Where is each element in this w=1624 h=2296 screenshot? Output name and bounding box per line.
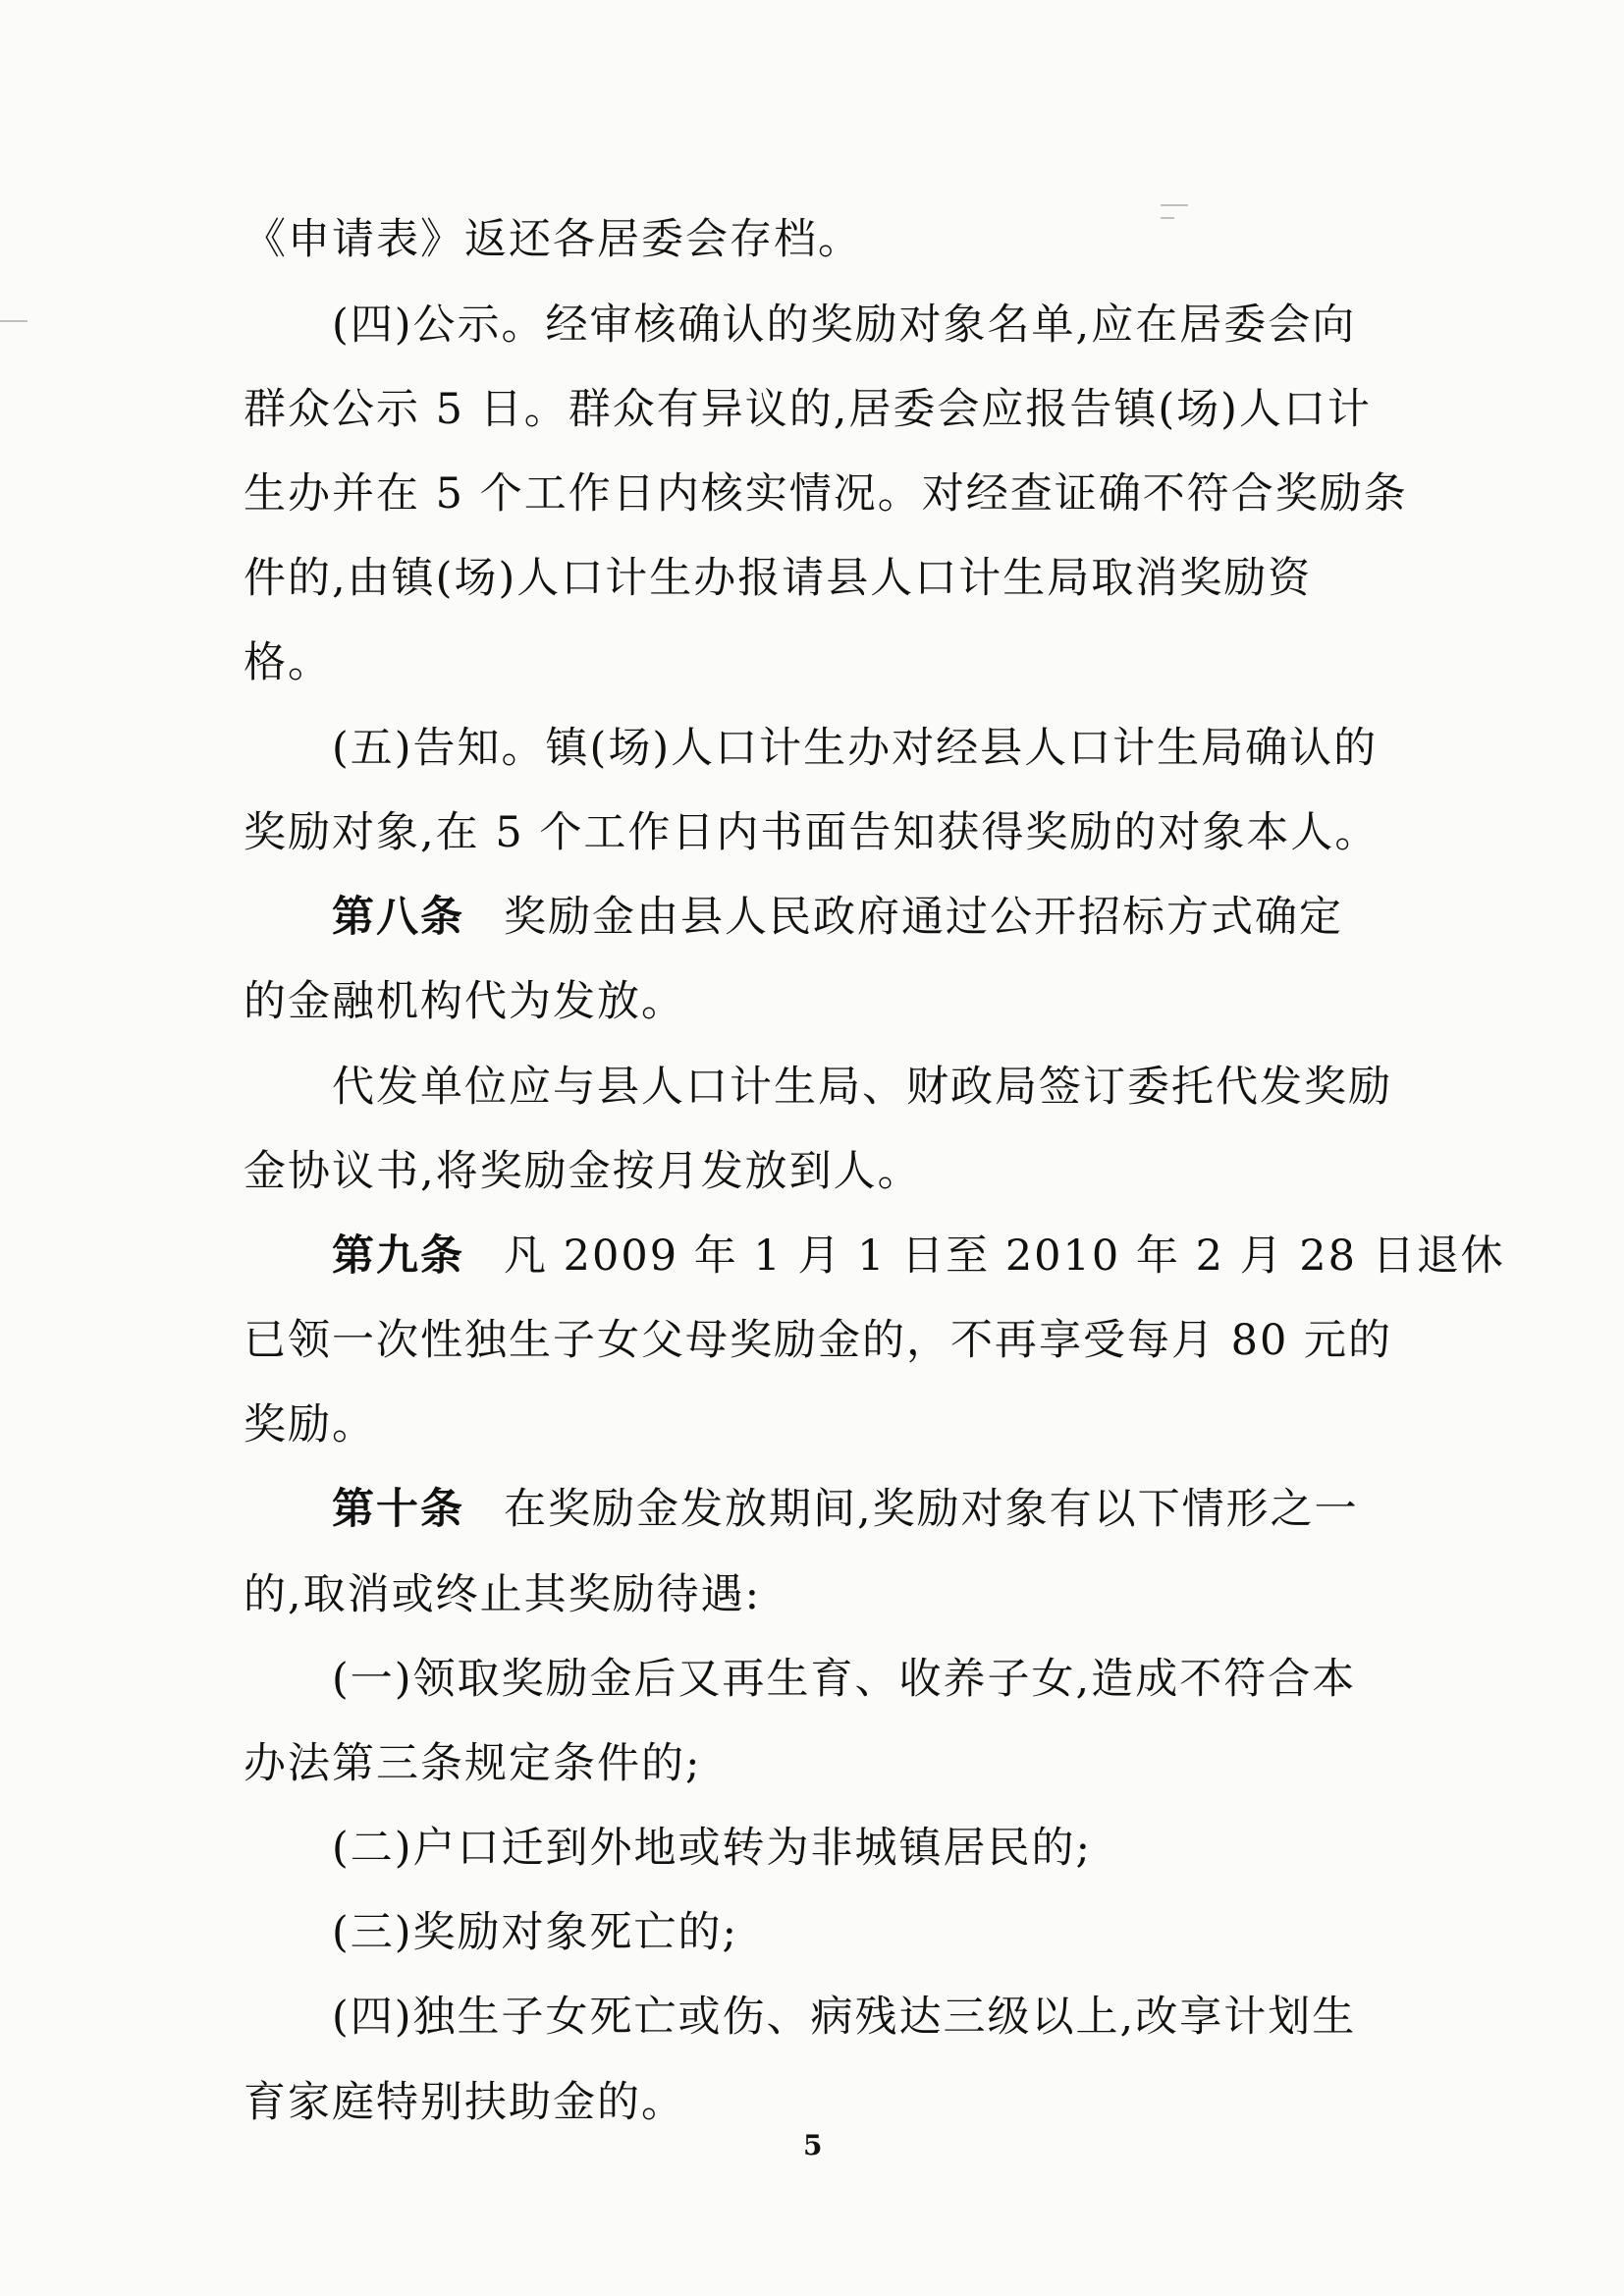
text-line-18: (一)领取奖励金后又再生育、收养子女,造成不符合本 [332,1655,1357,1704]
article-nine-line [332,1227,1505,1285]
text-line-21: (三)奖励对象死亡的; [332,1908,739,1957]
text-line-4: 生办并在 5 个工作日内核实情况。对经查证确不符合奖励条 [244,469,1408,519]
text-line-17: 的,取消或终止其奖励待遇: [244,1570,762,1619]
text-line-8: 奖励对象,在 5 个工作日内书面告知获得奖励的对象本人。 [244,808,1380,857]
article-nine-label: 第九条 [332,1231,464,1281]
article-eight-label: 第八条 [332,893,464,942]
scan-mark-top-right-small [1161,217,1174,219]
scan-mark-left [0,320,27,322]
article-ten-line [332,1480,1359,1539]
text-line-10: 的金融机构代为发放。 [244,977,685,1026]
article-ten-text: 在奖励金发放期间,奖励对象有以下情形之一 [504,1485,1359,1534]
text-line-2: (四)公示。经审核确认的奖励对象名单,应在居委会向 [332,301,1357,350]
text-line-7: (五)告知。镇(场)人口计生办对经县人口计生局确认的 [332,724,1379,773]
article-ten-label: 第十条 [332,1485,464,1534]
article-eight-text: 奖励金由县人民政府通过公开招标方式确定 [504,893,1343,942]
page-number: 5 [803,2129,823,2161]
text-line-23: 育家庭特别扶助金的。 [244,2078,685,2127]
scan-mark-top-right [1161,204,1188,206]
article-eight-line [332,888,1343,947]
text-line-14: 已领一次性独生子女父母奖励金的，不再享受每月 80 元的 [244,1316,1393,1365]
text-line-3: 群众公示 5 日。群众有异议的,居委会应报告镇(场)人口计 [244,385,1372,434]
text-line-15: 奖励。 [244,1400,376,1449]
text-line-1: 《申请表》返还各居委会存档。 [244,215,862,264]
text-line-19: 办法第三条规定条件的; [244,1739,702,1788]
text-line-5: 件的,由镇(场)人口计生办报请县人口计生局取消奖励资 [244,554,1313,603]
text-line-22: (四)独生子女死亡或伤、病残达三级以上,改享计划生 [332,1993,1357,2042]
text-line-6: 格。 [244,638,332,687]
article-nine-text: 凡 2009 年 1 月 1 日至 2010 年 2 月 28 日退休 [504,1231,1505,1281]
text-line-12: 金协议书,将奖励金按月发放到人。 [244,1147,922,1196]
text-line-11: 代发单位应与县人口计生局、财政局签订委托代发奖励 [332,1063,1392,1112]
text-line-20: (二)户口迁到外地或转为非城镇居民的; [332,1824,1093,1873]
